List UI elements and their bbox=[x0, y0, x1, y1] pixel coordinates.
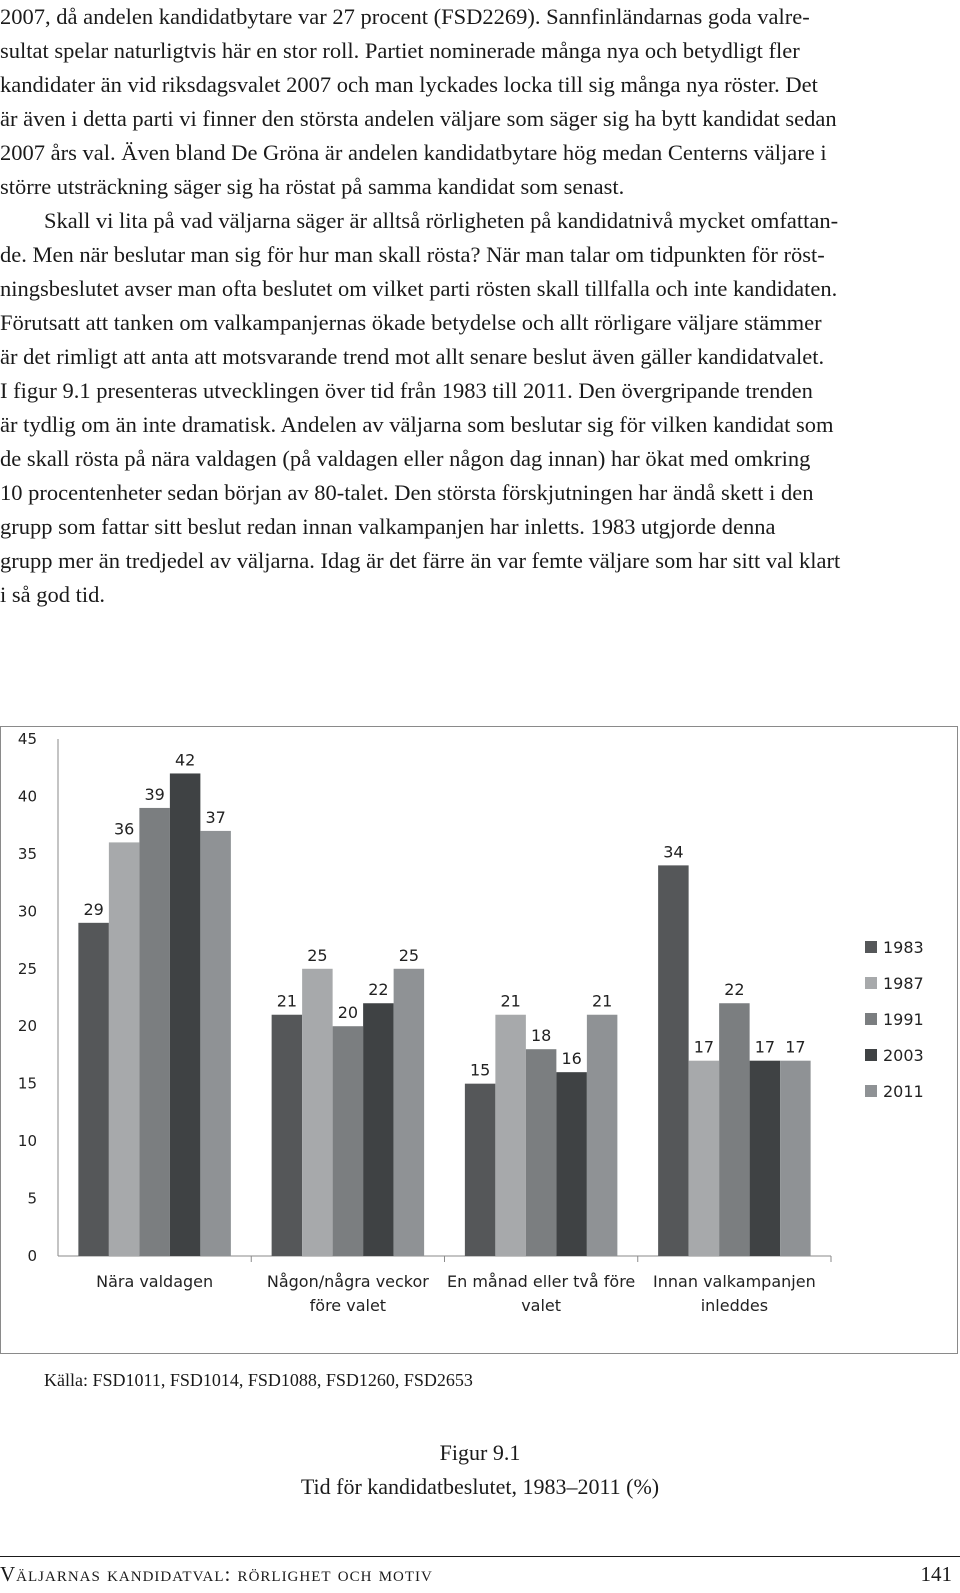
data-label: 36 bbox=[113, 819, 135, 839]
bar bbox=[587, 1015, 618, 1256]
bar bbox=[689, 1061, 720, 1256]
y-tick-label: 10 bbox=[17, 1132, 37, 1151]
text-line: är även i detta parti vi finner den största andelen väljare som säger sig ha bytt kandidat sedan bbox=[0, 106, 837, 131]
data-label: 21 bbox=[276, 991, 298, 1011]
source-note: Källa: FSD1011, FSD1014, FSD1088, FSD1260, FSD2653 bbox=[44, 1370, 473, 1390]
legend-swatch bbox=[865, 1013, 877, 1025]
bar bbox=[556, 1072, 587, 1256]
text-line: Förutsatt att tanken om valkampanjernas ökade betydelse och allt rörligare väljare stämmer bbox=[0, 310, 822, 335]
data-label: 21 bbox=[591, 991, 613, 1011]
data-label: 25 bbox=[307, 945, 328, 965]
bar bbox=[200, 831, 231, 1256]
page-number: 141 bbox=[920, 1562, 952, 1586]
y-tick-label: 45 bbox=[17, 730, 37, 748]
data-label: 18 bbox=[530, 1026, 552, 1046]
legend-label: 2011 bbox=[883, 1082, 924, 1101]
bar bbox=[333, 1026, 364, 1256]
category-label: Nära valdagen bbox=[96, 1272, 214, 1291]
category-label: före valet bbox=[309, 1296, 387, 1315]
bar bbox=[78, 923, 109, 1256]
category-label: Innan valkampanjen bbox=[653, 1272, 816, 1291]
data-label: 17 bbox=[754, 1037, 776, 1057]
bar-chart bbox=[0, 726, 958, 1354]
bar bbox=[272, 1015, 303, 1256]
bar bbox=[526, 1049, 557, 1256]
y-tick-label: 25 bbox=[17, 959, 37, 978]
data-label: 25 bbox=[398, 945, 420, 965]
text-line: de skall rösta på nära valdagen (på valdagen eller någon dag innan) har ökat med omkring bbox=[0, 446, 811, 471]
y-tick-label: 35 bbox=[17, 844, 37, 863]
text-line: sultat spelar naturligtvis här en stor roll. Partiet nominerade många nya och betydligt fler bbox=[0, 38, 800, 63]
data-label: 34 bbox=[663, 842, 684, 862]
bar bbox=[750, 1061, 781, 1256]
data-label: 21 bbox=[500, 991, 521, 1011]
data-label: 16 bbox=[561, 1049, 582, 1069]
bar bbox=[780, 1061, 811, 1256]
figure-number: Figur 9.1 bbox=[439, 1440, 521, 1465]
data-label: 29 bbox=[83, 899, 104, 919]
data-label: 22 bbox=[724, 980, 745, 1000]
category-label: valet bbox=[521, 1296, 562, 1315]
data-label: 15 bbox=[469, 1060, 491, 1080]
y-tick-label: 20 bbox=[17, 1017, 37, 1036]
data-label: 17 bbox=[693, 1037, 715, 1057]
legend-swatch bbox=[865, 941, 877, 953]
figure-title: Tid för kandidatbeslutet, 1983–2011 (%) bbox=[300, 1474, 660, 1499]
text-line: 10 procentenheter sedan början av 80-talet. Den största förskjutningen har ändå skett i den bbox=[0, 480, 814, 505]
running-title: Väljarnas kandidatval: rörlighet och motiv bbox=[0, 1562, 433, 1586]
bar bbox=[302, 969, 333, 1256]
data-label: 37 bbox=[205, 807, 226, 827]
legend-label: 2003 bbox=[883, 1046, 924, 1065]
data-label: 17 bbox=[785, 1037, 806, 1057]
text-line: 2007, då andelen kandidatbytare var 27 procent (FSD2269). Sannfinländarnas goda valre- bbox=[0, 4, 810, 29]
legend-label: 1991 bbox=[883, 1010, 924, 1029]
bar bbox=[658, 865, 689, 1256]
category-label: inleddes bbox=[700, 1296, 769, 1315]
footer-rule bbox=[0, 1556, 960, 1557]
legend-swatch bbox=[865, 977, 877, 989]
legend-swatch bbox=[865, 1085, 877, 1097]
category-label: En månad eller två före bbox=[446, 1272, 636, 1291]
y-tick-label: 40 bbox=[17, 787, 37, 806]
text-line: Skall vi lita på vad väljarna säger är alltså rörligheten på kandidatnivå mycket omfattan- bbox=[44, 208, 839, 233]
data-label: 22 bbox=[368, 980, 389, 1000]
category-label: Någon/några veckor bbox=[266, 1272, 429, 1291]
y-tick-label: 0 bbox=[27, 1247, 37, 1265]
text-line: större utsträckning säger sig ha röstat på samma kandidat som senast. bbox=[0, 174, 625, 199]
text-line: de. Men när beslutar man sig för hur man skall rösta? När man talar om tidpunkten för röst- bbox=[0, 242, 825, 267]
bar bbox=[139, 808, 170, 1256]
y-tick-label: 30 bbox=[17, 902, 37, 921]
bar bbox=[465, 1084, 496, 1256]
text-line: är tydlig om än inte dramatisk. Andelen av väljarna som beslutar sig för vilken kandidat som bbox=[0, 412, 834, 437]
bar bbox=[495, 1015, 526, 1256]
bar bbox=[394, 969, 425, 1256]
legend-swatch bbox=[865, 1049, 877, 1061]
chart-svg bbox=[1, 727, 957, 1353]
y-tick-label: 15 bbox=[17, 1074, 37, 1093]
text-line: grupp som fattar sitt beslut redan innan valkampanjen har inletts. 1983 utgjorde denna bbox=[0, 514, 776, 539]
data-label: 39 bbox=[144, 784, 165, 804]
legend-label: 1987 bbox=[883, 974, 924, 993]
data-label: 42 bbox=[174, 750, 196, 770]
y-tick-label: 5 bbox=[27, 1189, 37, 1208]
text-line: grupp mer än tredjedel av väljarna. Idag är det färre än var femte väljare som har sitt val klart bbox=[0, 548, 841, 573]
text-line: kandidater än vid riksdagsvalet 2007 och man lyckades locka till sig många nya röster. Det bbox=[0, 72, 818, 97]
text-line: ningsbeslutet avser man ofta beslutet om vilket parti rösten skall tillfalla och inte kandidaten. bbox=[0, 276, 838, 301]
bar bbox=[109, 842, 140, 1256]
bar bbox=[170, 773, 201, 1256]
data-label: 20 bbox=[337, 1003, 359, 1023]
bar bbox=[363, 1003, 394, 1256]
text-line: 2007 års val. Även bland De Gröna är andelen kandidatbytare hög medan Centerns väljare i bbox=[0, 140, 827, 165]
bar bbox=[719, 1003, 750, 1256]
text-line: är det rimligt att anta att motsvarande trend mot allt senare beslut även gäller kandidatvalet. bbox=[0, 344, 825, 369]
legend-label: 1983 bbox=[883, 938, 924, 957]
text-line: I figur 9.1 presenteras utvecklingen över tid från 1983 till 2011. Den övergripande trenden bbox=[0, 378, 813, 403]
text-line: i så god tid. bbox=[0, 582, 105, 607]
